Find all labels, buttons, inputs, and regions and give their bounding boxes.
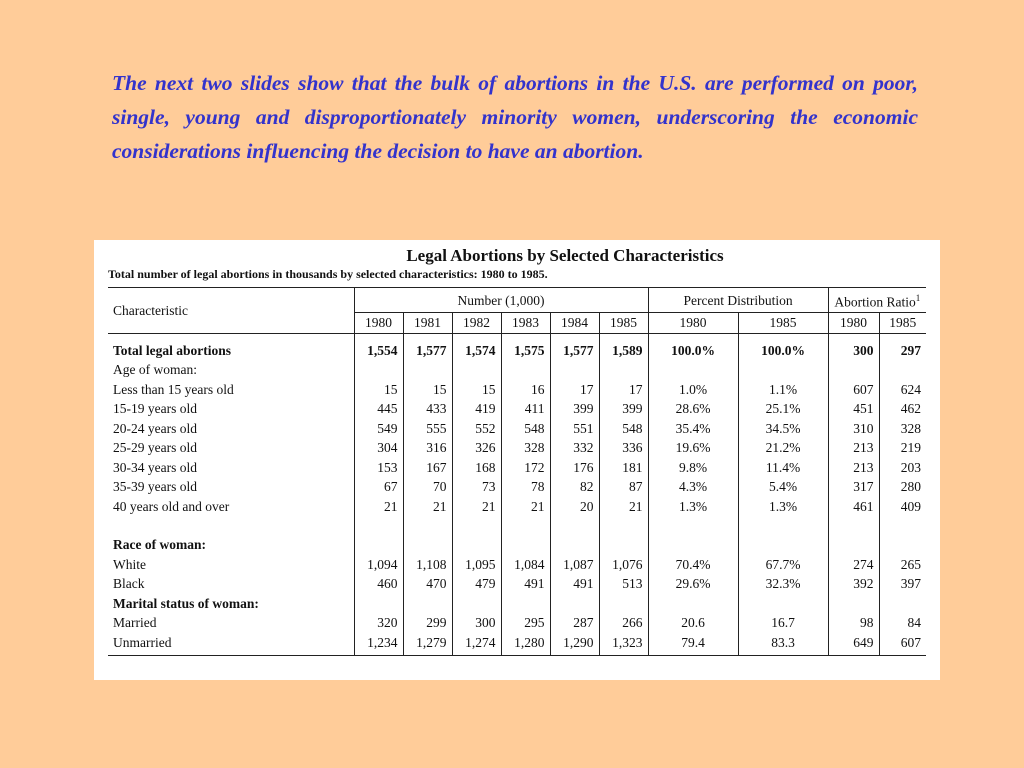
table-row — [108, 477, 926, 497]
number-cell: 67 — [354, 477, 403, 497]
number-cell: 479 — [452, 574, 501, 594]
ratio-cell: 213 — [828, 438, 879, 458]
number-cell — [501, 360, 550, 380]
number-cell: 1,084 — [501, 555, 550, 575]
table-row — [108, 555, 926, 575]
table-row — [108, 574, 926, 594]
spacer-cell — [452, 516, 501, 535]
percent-cell — [648, 360, 738, 380]
ratio-cell: 98 — [828, 613, 879, 633]
section-row — [108, 535, 926, 555]
ratio-cell: 461 — [828, 497, 879, 517]
number-cell: 295 — [501, 613, 550, 633]
percent-cell: 100.0% — [648, 333, 738, 360]
percent-cell: 4.3% — [648, 477, 738, 497]
year-header: 1980 — [828, 313, 879, 334]
number-cell — [354, 360, 403, 380]
number-cell: 470 — [403, 574, 452, 594]
number-cell: 399 — [550, 399, 599, 419]
row-label: Marital status of woman: — [113, 595, 259, 611]
ratio-cell — [828, 535, 879, 555]
ratio-cell: 328 — [879, 419, 926, 439]
number-cell: 491 — [501, 574, 550, 594]
number-cell: 1,095 — [452, 555, 501, 575]
ratio-cell: 649 — [828, 633, 879, 656]
percent-cell: 34.5% — [738, 419, 828, 439]
number-cell — [452, 594, 501, 614]
number-cell — [354, 535, 403, 555]
number-cell: 551 — [550, 419, 599, 439]
spacer-cell — [599, 516, 648, 535]
row-label: 40 years old and over — [113, 498, 230, 514]
ratio-cell: 607 — [879, 633, 926, 656]
spacer-cell — [108, 516, 354, 535]
percent-cell: 25.1% — [738, 399, 828, 419]
number-cell: 300 — [452, 613, 501, 633]
number-cell: 336 — [599, 438, 648, 458]
number-cell: 17 — [599, 380, 648, 400]
number-cell: 549 — [354, 419, 403, 439]
year-header: 1983 — [501, 313, 550, 334]
percent-cell: 9.8% — [648, 458, 738, 478]
number-cell: 176 — [550, 458, 599, 478]
data-table — [108, 287, 926, 656]
row-label: Unmarried — [108, 633, 354, 656]
number-cell: 411 — [501, 399, 550, 419]
number-cell: 78 — [501, 477, 550, 497]
number-cell: 299 — [403, 613, 452, 633]
percent-cell — [738, 535, 828, 555]
number-cell: 1,577 — [550, 333, 599, 360]
number-cell: 460 — [354, 574, 403, 594]
number-cell: 555 — [403, 419, 452, 439]
ratio-cell: 310 — [828, 419, 879, 439]
number-cell — [550, 535, 599, 555]
ratio-cell: 317 — [828, 477, 879, 497]
ratio-cell — [879, 594, 926, 614]
section-row — [108, 594, 926, 614]
ratio-cell: 392 — [828, 574, 879, 594]
ratio-cell: 84 — [879, 613, 926, 633]
table-row — [108, 613, 926, 633]
row-label: Race of woman: — [113, 537, 206, 552]
number-cell — [452, 360, 501, 380]
table-body — [108, 333, 926, 656]
percent-cell: 70.4% — [648, 555, 738, 575]
percent-cell — [648, 535, 738, 555]
ratio-cell: 607 — [828, 380, 879, 400]
spacer-cell — [501, 516, 550, 535]
percent-cell: 35.4% — [648, 419, 738, 439]
number-cell: 21 — [501, 497, 550, 517]
number-cell: 1,589 — [599, 333, 648, 360]
number-cell: 21 — [452, 497, 501, 517]
number-cell: 1,323 — [599, 633, 648, 656]
percent-cell: 28.6% — [648, 399, 738, 419]
number-cell: 1,094 — [354, 555, 403, 575]
number-cell: 419 — [452, 399, 501, 419]
percent-cell: 83.3 — [738, 633, 828, 656]
table-row — [108, 458, 926, 478]
percent-cell — [648, 594, 738, 614]
ratio-cell: 300 — [828, 333, 879, 360]
table-row — [108, 399, 926, 419]
number-cell: 73 — [452, 477, 501, 497]
percent-cell — [738, 594, 828, 614]
number-cell: 21 — [599, 497, 648, 517]
ratio-cell — [879, 535, 926, 555]
row-label: Married — [113, 615, 157, 630]
spacer-cell — [738, 516, 828, 535]
number-cell: 433 — [403, 399, 452, 419]
number-cell: 304 — [354, 438, 403, 458]
number-cell: 1,577 — [403, 333, 452, 360]
number-cell: 1,076 — [599, 555, 648, 575]
table-row — [108, 497, 926, 517]
number-cell: 1,554 — [354, 333, 403, 360]
number-cell: 17 — [550, 380, 599, 400]
year-header: 1981 — [403, 313, 452, 334]
number-cell: 328 — [501, 438, 550, 458]
spacer-cell — [648, 516, 738, 535]
number-cell: 1,274 — [452, 633, 501, 656]
number-cell: 399 — [599, 399, 648, 419]
percent-cell: 21.2% — [738, 438, 828, 458]
number-cell — [550, 594, 599, 614]
number-cell: 548 — [501, 419, 550, 439]
number-cell: 168 — [452, 458, 501, 478]
number-cell: 153 — [354, 458, 403, 478]
spacer-row — [108, 516, 926, 535]
table-row — [108, 633, 926, 656]
table-row — [108, 438, 926, 458]
percent-cell: 67.7% — [738, 555, 828, 575]
ratio-group-label: Abortion Ratio — [834, 294, 916, 310]
ratio-footnote-marker: 1 — [915, 293, 921, 303]
spacer-cell — [879, 516, 926, 535]
number-cell: 16 — [501, 380, 550, 400]
number-cell: 1,575 — [501, 333, 550, 360]
number-cell — [599, 360, 648, 380]
number-cell: 21 — [403, 497, 452, 517]
table-subtitle: Total number of legal abortions in thousands by selected characteristics: 1980 to 1985. — [108, 267, 548, 281]
number-cell: 1,108 — [403, 555, 452, 575]
header-group-row — [108, 288, 926, 313]
number-cell: 287 — [550, 613, 599, 633]
number-cell — [550, 360, 599, 380]
number-cell: 1,087 — [550, 555, 599, 575]
spacer-cell — [828, 516, 879, 535]
intro-paragraph: The next two slides show that the bulk of abortions in the U.S. are performed on poor, single, young and disproportionately minority women, underscoring the economic considerations influencing the decision to have an abortion. — [112, 71, 918, 163]
spacer-cell — [354, 516, 403, 535]
table-row — [108, 380, 926, 400]
number-cell: 491 — [550, 574, 599, 594]
percent-cell: 5.4% — [738, 477, 828, 497]
ratio-cell: 397 — [879, 574, 926, 594]
number-cell: 548 — [599, 419, 648, 439]
percent-group-header: Percent Distribution — [648, 288, 828, 313]
number-cell: 1,279 — [403, 633, 452, 656]
table-row — [108, 419, 926, 439]
year-header: 1980 — [354, 313, 403, 334]
percent-cell: 100.0% — [738, 333, 828, 360]
spacer-cell — [550, 516, 599, 535]
row-label: Less than 15 years old — [113, 381, 234, 397]
number-cell: 513 — [599, 574, 648, 594]
row-label: Total legal abortions — [113, 342, 232, 358]
ratio-cell: 265 — [879, 555, 926, 575]
row-label: 30-34 years old — [113, 459, 197, 475]
row-label: 15-19 years old — [113, 401, 197, 416]
percent-cell: 20.6 — [648, 613, 738, 633]
ratio-cell: 297 — [879, 333, 926, 360]
number-cell — [599, 594, 648, 614]
number-cell: 15 — [452, 380, 501, 400]
number-cell: 172 — [501, 458, 550, 478]
number-cell — [403, 535, 452, 555]
number-group-header: Number (1,000) — [354, 288, 648, 313]
ratio-group-header — [828, 288, 926, 313]
ratio-cell: 203 — [879, 458, 926, 478]
year-header: 1980 — [648, 313, 738, 334]
number-cell: 1,574 — [452, 333, 501, 360]
number-cell: 15 — [403, 380, 452, 400]
number-cell: 70 — [403, 477, 452, 497]
number-cell: 320 — [354, 613, 403, 633]
ratio-cell: 280 — [879, 477, 926, 497]
number-cell: 20 — [550, 497, 599, 517]
spacer-cell — [403, 516, 452, 535]
characteristic-header: Characteristic — [108, 288, 354, 334]
row-label: Age of woman: — [113, 362, 197, 377]
year-header: 1982 — [452, 313, 501, 334]
row-label: 25-29 years old — [113, 440, 197, 455]
number-cell — [501, 535, 550, 555]
percent-cell: 1.3% — [738, 497, 828, 517]
number-cell: 316 — [403, 438, 452, 458]
percent-cell: 32.3% — [738, 574, 828, 594]
ratio-cell — [879, 360, 926, 380]
number-cell: 1,234 — [354, 633, 403, 656]
ratio-cell: 624 — [879, 380, 926, 400]
percent-cell: 1.3% — [648, 497, 738, 517]
number-cell: 332 — [550, 438, 599, 458]
number-cell — [599, 535, 648, 555]
number-cell: 181 — [599, 458, 648, 478]
row-label: Black — [113, 576, 145, 591]
year-header: 1985 — [879, 313, 926, 334]
percent-cell: 19.6% — [648, 438, 738, 458]
number-cell — [452, 535, 501, 555]
section-row — [108, 360, 926, 380]
table-title: Legal Abortions by Selected Characteristics — [406, 246, 724, 265]
row-label: 20-24 years old — [113, 420, 197, 436]
table-row — [108, 333, 926, 360]
number-cell: 21 — [354, 497, 403, 517]
number-cell: 266 — [599, 613, 648, 633]
percent-cell: 11.4% — [738, 458, 828, 478]
year-header: 1985 — [599, 313, 648, 334]
number-cell — [403, 594, 452, 614]
ratio-cell — [828, 360, 879, 380]
year-header: 1984 — [550, 313, 599, 334]
number-cell: 445 — [354, 399, 403, 419]
percent-cell: 16.7 — [738, 613, 828, 633]
number-cell — [354, 594, 403, 614]
percent-cell: 79.4 — [648, 633, 738, 656]
ratio-cell — [828, 594, 879, 614]
row-label: 35-39 years old — [113, 479, 197, 494]
ratio-cell: 219 — [879, 438, 926, 458]
row-label: White — [113, 556, 146, 572]
number-cell: 82 — [550, 477, 599, 497]
ratio-cell: 213 — [828, 458, 879, 478]
ratio-cell: 451 — [828, 399, 879, 419]
number-cell: 1,290 — [550, 633, 599, 656]
abortion-statistics-table-panel — [94, 240, 940, 680]
number-cell — [403, 360, 452, 380]
percent-cell: 29.6% — [648, 574, 738, 594]
number-cell: 1,280 — [501, 633, 550, 656]
number-cell: 15 — [354, 380, 403, 400]
number-cell: 87 — [599, 477, 648, 497]
ratio-cell: 409 — [879, 497, 926, 517]
number-cell: 326 — [452, 438, 501, 458]
percent-cell: 1.0% — [648, 380, 738, 400]
ratio-cell: 274 — [828, 555, 879, 575]
number-cell — [501, 594, 550, 614]
ratio-cell: 462 — [879, 399, 926, 419]
number-cell: 552 — [452, 419, 501, 439]
year-header: 1985 — [738, 313, 828, 334]
percent-cell — [738, 360, 828, 380]
number-cell: 167 — [403, 458, 452, 478]
percent-cell: 1.1% — [738, 380, 828, 400]
